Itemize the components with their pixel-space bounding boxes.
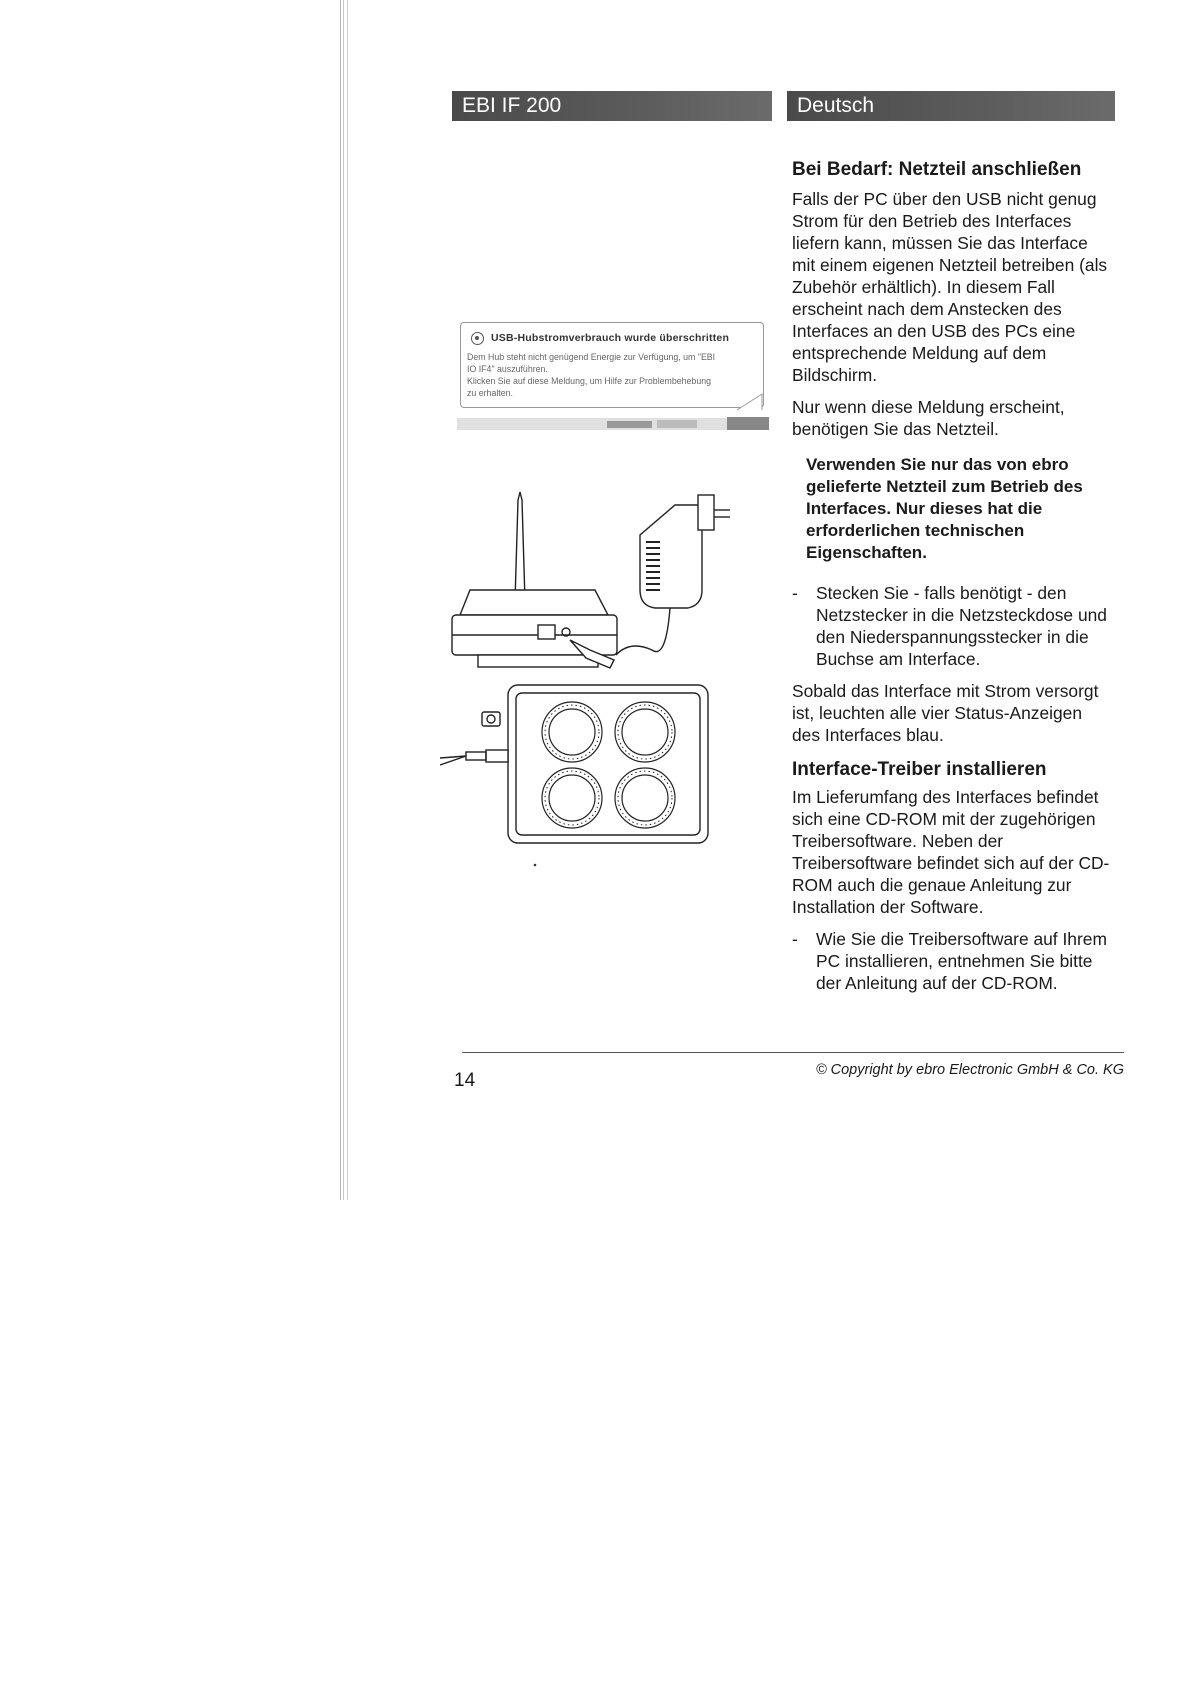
section-netzteil [792,158,1114,746]
page-number: 14 [454,1070,476,1091]
section-treiber [792,758,1114,994]
notification-line: Dem Hub steht nicht genügend Energie zur Verfügung, um "EBI [467,352,716,362]
header-language: Deutsch [787,91,1115,121]
device-illustration [440,490,785,910]
paragraph: Nur wenn diese Meldung erscheint, benötigen Sie das Netzteil. [792,397,1065,439]
paragraph: Falls der PC über den USB nicht genug Strom für den Betrieb des Interfaces liefern kann, müssen Sie das Interface mit einem eigenen Netzteil betreiben (als Zubehör erhältlich). In diesem Fall erscheint nach dem Anstecken des Interfaces an den USB des PCs eine entsprechende Meldung auf dem Bildschirm. [792,189,1108,385]
usb-power-notification [457,318,769,430]
list-item-text: Wie Sie die Treibersoftware auf Ihrem PC installieren, entnehmen Sie bitte der Anleitung auf der CD-ROM. [816,929,1107,993]
notification-line: IO IF4" auszuführen. [467,364,548,374]
notification-tail-and-taskbar [457,318,769,430]
section-heading: Bei Bedarf: Netzteil anschließen [792,159,1082,180]
footer-divider [462,1052,1124,1053]
list-item-text: Stecken Sie - falls benötigt - den Netzstecker in die Netzsteckdose und den Niederspannungsstecker in die Buchse am Interface. [816,583,1107,669]
paragraph: Im Lieferumfang des Interfaces befindet sich eine CD-ROM mit der zugehörigen Treibersoftware. Neben der Treibersoftware befindet sich auf der CD-ROM auch die genaue Anleitung zur Installation der Software. [792,787,1110,917]
bullet-dash: - [792,929,798,949]
paragraph: Sobald das Interface mit Strom versorgt ist, leuchten alle vier Status-Anzeigen des Interfaces blau. [792,681,1099,745]
bullet-dash: - [792,583,798,603]
list-item [792,928,1114,994]
notification-line: zu erhalten. [467,388,513,398]
binding-edge [340,0,348,1200]
section-heading: Interface-Treiber installieren [792,759,1047,780]
list-item [792,582,1114,670]
notification-title: USB-Hubstromverbrauch wurde überschritten [491,332,730,344]
header-product-title: EBI IF 200 [452,91,772,121]
notification-line: Klicken Sie auf diese Meldung, um Hilfe zur Problembehebung [467,376,712,386]
copyright-notice: © Copyright by ebro Electronic GmbH & Co. KG [815,1062,1124,1078]
warning-note: Verwenden Sie nur das von ebro gelieferte Netzteil zum Betrieb des Interfaces. Nur dieses hat die erforderlichen technischen Eigenschaften. [806,455,1083,562]
